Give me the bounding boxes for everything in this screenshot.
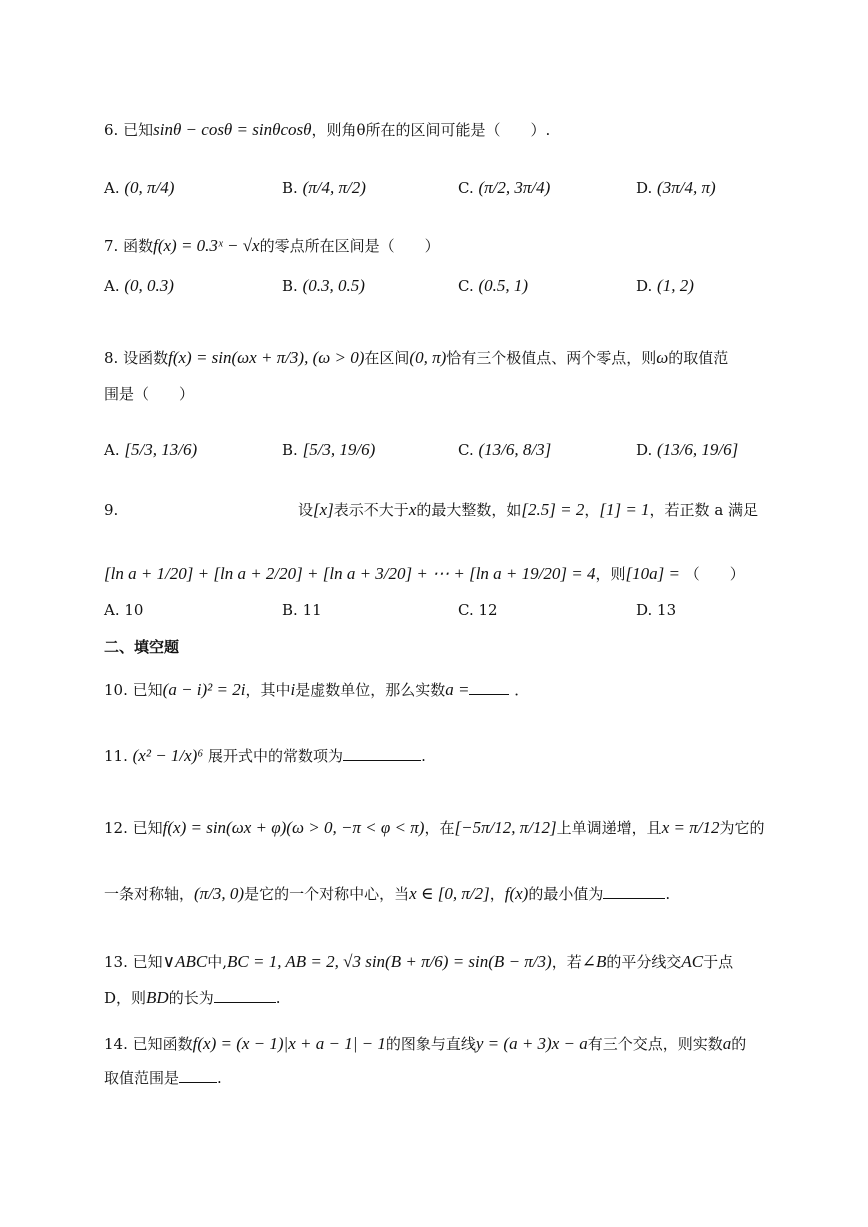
text-fragment: 的零点所在区间是（ ）: [259, 237, 440, 255]
math-expression: BD: [146, 988, 169, 1007]
math-expression: f(x) = (x − 1)|x + a − 1| − 1: [192, 1034, 386, 1053]
text-fragment: 设函数: [123, 349, 169, 367]
text-fragment: 在区间: [364, 349, 410, 367]
q8-option-c[interactable]: [458, 440, 551, 460]
q13-answer-blank[interactable]: [214, 988, 276, 1003]
text-fragment: 已知: [132, 819, 163, 837]
q12-stem-line2: [104, 884, 670, 904]
math-expression: x ∈ [0, π/2]: [409, 884, 490, 903]
math-expression: x: [408, 500, 417, 519]
math-expression: ω: [656, 348, 669, 367]
q8-option-d[interactable]: [636, 440, 738, 460]
text-fragment: A.: [104, 441, 120, 459]
math-expression: i: [290, 680, 296, 699]
text-fragment: 是虚数单位，那么实数: [295, 681, 446, 699]
math-expression: (0, π): [409, 348, 447, 367]
text-fragment: B.: [282, 179, 298, 197]
math-expression: (0, 0.3): [124, 276, 174, 295]
math-expression: [x]: [313, 500, 334, 519]
math-expression: (0.3, 0.5): [302, 276, 365, 295]
q12-answer-blank[interactable]: [603, 884, 665, 899]
section-title-fill-in: 二、填空题: [104, 638, 180, 656]
q8-option-a[interactable]: [104, 440, 197, 460]
text-fragment: .: [217, 1069, 222, 1087]
text-fragment: ，则: [595, 565, 626, 583]
text-fragment: 设: [298, 501, 314, 519]
q11-stem: [104, 746, 426, 766]
text-fragment: 的最大整数，如: [416, 501, 522, 519]
text-fragment: ，: [584, 501, 600, 519]
q6-option-a[interactable]: [104, 178, 174, 198]
math-expression: f(x) = 0.3ˣ − √x: [153, 236, 260, 255]
math-expression: [5/3, 13/6): [124, 440, 198, 459]
text-fragment: 的: [731, 1035, 747, 1053]
text-fragment: 取值范围是: [104, 1069, 180, 1087]
math-expression: y = (a + 3)x − a: [475, 1034, 588, 1053]
q9-option-a[interactable]: [104, 600, 143, 620]
q7-option-b[interactable]: [282, 276, 365, 296]
math-expression: (π/4, π/2): [302, 178, 366, 197]
text-fragment: 13.: [104, 953, 128, 971]
math-expression: (x² − 1/x)⁶: [132, 746, 204, 765]
text-fragment: 表示不大于: [333, 501, 409, 519]
q10-answer-blank[interactable]: [469, 680, 509, 695]
text-fragment: 已知: [132, 681, 163, 699]
q8-stem: [104, 348, 728, 368]
math-expression: [10a] =: [625, 564, 680, 583]
text-fragment: 12.: [104, 819, 128, 837]
text-fragment: C.: [458, 441, 474, 459]
math-expression: BC = 1, AB = 2, √3 sin(B + π/6) = sin(B − π/3): [227, 952, 552, 971]
math-expression: AC: [681, 952, 704, 971]
q8-stem-line2: [104, 384, 194, 404]
text-fragment: ．: [514, 681, 530, 699]
q8-option-b[interactable]: [282, 440, 375, 460]
q9-option-b[interactable]: [282, 600, 322, 620]
q7-option-a[interactable]: [104, 276, 174, 296]
q9-option-d[interactable]: [636, 600, 676, 620]
text-fragment: 11: [302, 601, 322, 619]
text-fragment: B.: [282, 601, 298, 619]
text-fragment: ，若: [551, 953, 582, 971]
text-fragment: 上单调递增，且: [556, 819, 662, 837]
q6-stem: [104, 120, 550, 140]
math-expression: ∠B: [581, 952, 607, 971]
text-fragment: 的长为: [168, 989, 214, 1007]
q6-option-d[interactable]: [636, 178, 716, 198]
text-fragment: 是它的一个对称中心，当: [244, 885, 410, 903]
text-fragment: D.: [636, 179, 653, 197]
text-fragment: 的取值范: [668, 349, 729, 367]
text-fragment: ，: [489, 885, 505, 903]
q12-stem: [104, 818, 764, 838]
math-expression: (π/2, 3π/4): [478, 178, 551, 197]
math-expression: (13/6, 8/3]: [478, 440, 552, 459]
text-fragment: 于点: [703, 953, 734, 971]
q7-stem: [104, 236, 440, 256]
text-fragment: C.: [458, 601, 474, 619]
text-fragment: D.: [636, 277, 653, 295]
math-expression: (π/3, 0): [194, 884, 245, 903]
text-fragment: C.: [458, 277, 474, 295]
text-fragment: 有三个交点，则实数: [587, 1035, 723, 1053]
text-fragment: 13: [657, 601, 677, 619]
q14-answer-blank[interactable]: [179, 1068, 217, 1083]
text-fragment: .: [275, 989, 281, 1007]
text-fragment: （ ）: [684, 565, 745, 583]
math-expression: a =: [445, 680, 470, 699]
text-fragment: A.: [104, 277, 120, 295]
text-fragment: .: [421, 747, 426, 765]
math-expression: (0, π/4): [124, 178, 175, 197]
text-fragment: 中,: [207, 953, 227, 971]
math-expression: a: [722, 1034, 732, 1053]
text-fragment: 8.: [104, 349, 119, 367]
math-expression: sinθ − cosθ = sinθcosθ: [153, 120, 312, 139]
text-fragment: B.: [282, 441, 298, 459]
text-fragment: D，则: [104, 989, 147, 1007]
math-expression: (1, 2): [657, 276, 694, 295]
text-fragment: B.: [282, 277, 298, 295]
text-fragment: 11.: [104, 747, 128, 765]
text-fragment: 的平分线交: [606, 953, 682, 971]
text-fragment: 已知: [132, 953, 163, 971]
q14-stem: [104, 1034, 746, 1054]
text-fragment: D.: [636, 601, 653, 619]
q6-option-c[interactable]: [458, 178, 550, 198]
math-expression: [−5π/12, π/12]: [454, 818, 557, 837]
q9-number: [104, 500, 118, 520]
q11-answer-blank[interactable]: [343, 746, 421, 761]
text-fragment: A.: [104, 601, 120, 619]
text-fragment: 恰有三个极值点、两个零点，则: [446, 349, 657, 367]
math-expression: (13/6, 19/6]: [657, 440, 739, 459]
q13-stem: [104, 952, 733, 972]
math-expression: (3π/4, π): [657, 178, 716, 197]
text-fragment: 10: [124, 601, 144, 619]
math-expression: f(x): [504, 884, 529, 903]
text-fragment: A.: [104, 179, 120, 197]
text-fragment: C.: [458, 179, 474, 197]
text-fragment: 6.: [104, 121, 119, 139]
text-fragment: 一条对称轴，: [104, 885, 195, 903]
text-fragment: 围是（ ）: [104, 385, 195, 403]
text-fragment: 14.: [104, 1035, 128, 1053]
text-fragment: 10.: [104, 681, 128, 699]
math-expression: f(x) = sin(ωx + π/3), (ω > 0): [168, 348, 365, 367]
math-expression: [2.5] = 2: [521, 500, 585, 519]
text-fragment: 7.: [104, 237, 119, 255]
math-expression: x = π/12: [661, 818, 720, 837]
math-expression: [5/3, 19/6): [302, 440, 376, 459]
math-expression: [1] = 1: [599, 500, 650, 519]
text-fragment: 展开式中的常数项为: [208, 747, 344, 765]
text-fragment: .: [665, 885, 671, 903]
text-fragment: ，则角θ所在的区间可能是（ ）.: [311, 121, 551, 139]
q13-stem-line2: [104, 988, 281, 1008]
math-expression: f(x) = sin(ωx + φ)(ω > 0, −π < φ < π): [162, 818, 425, 837]
q7-option-c[interactable]: [458, 276, 528, 296]
q10-stem: [104, 680, 529, 700]
q9-option-c[interactable]: [458, 600, 498, 620]
q9-stem: [298, 500, 758, 520]
q9-equation: [104, 564, 745, 584]
text-fragment: 为它的: [719, 819, 765, 837]
math-expression: (0.5, 1): [478, 276, 529, 295]
text-fragment: 已知函数: [132, 1035, 193, 1053]
text-fragment: D.: [636, 441, 653, 459]
text-fragment: 12: [478, 601, 498, 619]
q14-stem-line2: [104, 1068, 222, 1088]
text-fragment: ，在: [424, 819, 455, 837]
math-expression: ∨ABC: [162, 952, 208, 971]
q7-option-d[interactable]: [636, 276, 694, 296]
text-fragment: 9.: [104, 501, 119, 519]
text-fragment: 函数: [123, 237, 154, 255]
math-expression: (a − i)² = 2i: [162, 680, 246, 699]
text-fragment: ，若正数 a 满足: [649, 501, 759, 519]
math-expression: [ln a + 1/20] + [ln a + 2/20] + [ln a + 3/20] + ⋯ + [ln a + 19/20] = 4: [104, 564, 596, 583]
text-fragment: ，其中: [245, 681, 291, 699]
q6-option-b[interactable]: [282, 178, 366, 198]
text-fragment: 的最小值为: [528, 885, 604, 903]
text-fragment: 的图象与直线: [385, 1035, 476, 1053]
text-fragment: 已知: [123, 121, 154, 139]
